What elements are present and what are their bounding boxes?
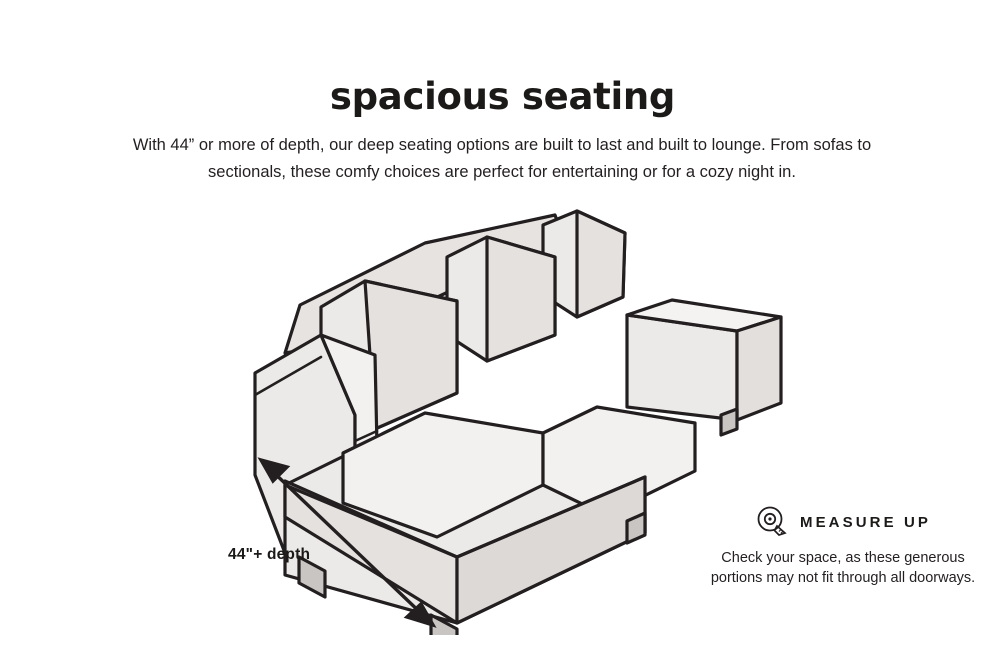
sofa-illustration: [225, 185, 785, 635]
measure-up-title: MEASURE UP: [799, 513, 931, 531]
page-description: With 44” or more of depth, our deep seating options are built to last and built to lounge. From sofas to sectionals, these comfy choices are perfect for entertaining or for a cozy night in.: [132, 135, 872, 181]
measure-up-callout: [703, 505, 983, 588]
sofa-line-art-svg: [225, 185, 785, 635]
measure-up-body: Check your space, as these generous portions may not fit through all doorways.: [710, 550, 976, 586]
tape-measure-icon: [755, 505, 789, 539]
depth-dimension-label: 44"+ depth: [228, 546, 311, 563]
measure-up-header: [703, 505, 983, 539]
page-title: spacious seating: [329, 74, 676, 118]
